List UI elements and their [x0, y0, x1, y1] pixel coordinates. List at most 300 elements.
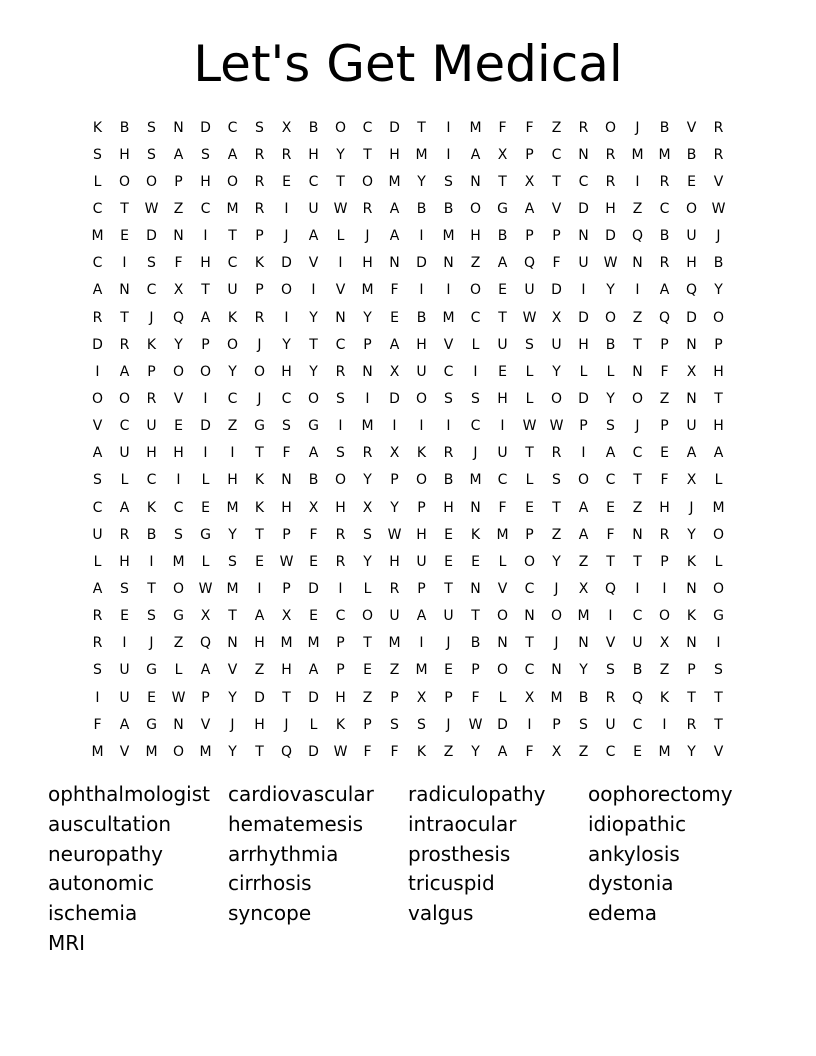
grid-letter: B	[497, 228, 508, 245]
word-list-item: ankylosis	[588, 841, 680, 866]
grid-letter: R	[335, 526, 346, 543]
grid-letter: M	[199, 743, 212, 760]
grid-row	[84, 358, 734, 385]
grid-letter: V	[443, 336, 454, 353]
grid-letter: O	[550, 608, 563, 625]
grid-letter: P	[390, 689, 399, 706]
grid-letter: C	[551, 146, 562, 163]
grid-letter: A	[308, 445, 319, 462]
grid-letter: A	[416, 608, 427, 625]
grid-letter: I	[635, 173, 640, 190]
grid-letter: O	[253, 363, 266, 380]
grid-letter: K	[659, 689, 670, 706]
grid-letter: L	[498, 689, 507, 706]
grid-letter: M	[307, 635, 320, 652]
grid-letter: M	[658, 743, 671, 760]
grid-row	[84, 575, 734, 602]
grid-letter: C	[92, 255, 103, 272]
grid-letter: E	[525, 499, 534, 516]
grid-letter: I	[203, 445, 208, 462]
grid-letter: M	[91, 228, 104, 245]
grid-row	[84, 223, 734, 250]
grid-letter: A	[119, 499, 130, 516]
grid-letter: R	[92, 635, 103, 652]
grid-letter: V	[335, 282, 346, 299]
grid-letter: I	[365, 390, 370, 407]
grid-letter: W	[171, 689, 186, 706]
grid-letter: Y	[417, 173, 426, 190]
grid-letter: O	[469, 200, 482, 217]
grid-letter: E	[606, 499, 615, 516]
grid-letter: I	[581, 282, 586, 299]
grid-letter: W	[522, 418, 537, 435]
grid-letter: T	[255, 445, 264, 462]
grid-letter: S	[714, 662, 723, 679]
grid-letter: R	[254, 146, 265, 163]
grid-letter: J	[446, 635, 451, 652]
grid-letter: M	[226, 580, 239, 597]
grid-letter: U	[497, 445, 508, 462]
grid-letter: H	[173, 445, 184, 462]
word-list-item: intraocular	[408, 811, 517, 836]
grid-letter: P	[255, 228, 264, 245]
grid-letter: C	[578, 173, 589, 190]
grid-letter: O	[361, 608, 374, 625]
grid-letter: E	[120, 228, 129, 245]
grid-letter: O	[469, 282, 482, 299]
grid-letter: R	[92, 309, 103, 326]
grid-letter: H	[389, 553, 400, 570]
grid-letter: Z	[659, 390, 670, 407]
grid-letter: D	[416, 255, 427, 272]
grid-letter: S	[147, 119, 156, 136]
grid-letter: A	[92, 445, 103, 462]
grid-row	[84, 684, 734, 711]
grid-letter: B	[443, 200, 454, 217]
grid-letter: O	[415, 390, 428, 407]
grid-letter: Y	[363, 309, 372, 326]
grid-letter: I	[257, 580, 262, 597]
grid-letter: I	[581, 445, 586, 462]
grid-letter: M	[577, 608, 590, 625]
grid-letter: O	[172, 363, 185, 380]
grid-letter: L	[309, 716, 318, 733]
grid-letter: R	[713, 146, 724, 163]
grid-letter: X	[524, 173, 535, 190]
grid-letter: Y	[714, 282, 723, 299]
grid-letter: E	[174, 418, 183, 435]
grid-letter: O	[631, 390, 644, 407]
grid-letter: U	[119, 662, 130, 679]
grid-letter: R	[605, 146, 616, 163]
grid-letter: B	[146, 526, 157, 543]
grid-letter: K	[335, 716, 346, 733]
grid-letter: A	[497, 743, 508, 760]
word-list-item: edema	[588, 901, 658, 926]
grid-letter: C	[146, 282, 157, 299]
grid-letter: A	[200, 662, 211, 679]
grid-letter: V	[686, 119, 697, 136]
grid-letter: P	[417, 580, 426, 597]
grid-letter: S	[93, 472, 102, 489]
grid-letter: Y	[687, 743, 696, 760]
grid-letter: H	[497, 390, 508, 407]
grid-letter: H	[335, 499, 346, 516]
grid-letter: W	[468, 716, 483, 733]
grid-letter: D	[308, 743, 319, 760]
grid-letter: W	[711, 200, 726, 217]
grid-letter: O	[172, 580, 185, 597]
grid-letter: C	[632, 608, 643, 625]
grid-letter: I	[419, 418, 424, 435]
word-list-item: tricuspid	[408, 871, 495, 896]
grid-letter: I	[284, 200, 289, 217]
grid-letter: P	[552, 716, 561, 733]
grid-letter: A	[119, 363, 130, 380]
grid-letter: A	[200, 309, 211, 326]
grid-letter: L	[714, 553, 723, 570]
grid-letter: M	[361, 418, 374, 435]
grid-letter: S	[147, 608, 156, 625]
grid-letter: E	[498, 363, 507, 380]
grid-letter: Z	[173, 635, 184, 652]
grid-letter: Z	[659, 662, 670, 679]
grid-letter: Y	[471, 743, 480, 760]
grid-letter: H	[308, 146, 319, 163]
grid-letter: W	[279, 553, 294, 570]
grid-letter: H	[227, 472, 238, 489]
grid-letter: T	[633, 472, 642, 489]
grid-letter: T	[255, 526, 264, 543]
grid-letter: Z	[470, 255, 481, 272]
grid-letter: E	[120, 608, 129, 625]
grid-letter: W	[522, 309, 537, 326]
grid-letter: N	[578, 146, 589, 163]
grid-letter: H	[362, 255, 373, 272]
grid-letter: R	[686, 716, 697, 733]
grid-row	[84, 277, 734, 304]
word-list-item: cardiovascular	[228, 782, 374, 806]
grid-letter: C	[308, 173, 319, 190]
grid-row	[84, 331, 734, 358]
grid-letter: D	[578, 200, 589, 217]
grid-letter: X	[389, 363, 400, 380]
grid-letter: C	[524, 580, 535, 597]
grid-letter: I	[338, 580, 343, 597]
grid-row	[84, 738, 734, 765]
grid-letter: I	[419, 282, 424, 299]
grid-letter: Y	[228, 743, 237, 760]
grid-letter: N	[686, 336, 697, 353]
grid-letter: M	[91, 743, 104, 760]
grid-letter: T	[120, 309, 129, 326]
grid-letter: V	[227, 662, 238, 679]
grid-letter: H	[119, 553, 130, 570]
grid-letter: Y	[228, 526, 237, 543]
grid-letter: H	[389, 146, 400, 163]
grid-letter: E	[363, 662, 372, 679]
word-list-item: autonomic	[48, 871, 154, 896]
grid-letter: U	[524, 282, 535, 299]
grid-letter: S	[93, 662, 102, 679]
grid-letter: O	[226, 173, 239, 190]
grid-letter: T	[687, 689, 696, 706]
grid-letter: D	[281, 255, 292, 272]
grid-letter: H	[119, 146, 130, 163]
grid-letter: P	[147, 363, 156, 380]
grid-letter: S	[606, 662, 615, 679]
grid-letter: C	[632, 716, 643, 733]
grid-letter: D	[605, 228, 616, 245]
grid-letter: C	[227, 119, 238, 136]
grid-letter: D	[551, 282, 562, 299]
grid-letter: U	[632, 635, 643, 652]
grid-letter: B	[119, 119, 130, 136]
grid-letter: V	[497, 580, 508, 597]
grid-letter: W	[549, 418, 564, 435]
grid-letter: H	[416, 336, 427, 353]
grid-letter: T	[363, 635, 372, 652]
grid-letter: S	[417, 716, 426, 733]
grid-letter: K	[227, 309, 238, 326]
grid-letter: L	[93, 173, 102, 190]
grid-letter: G	[308, 418, 319, 435]
grid-letter: J	[257, 390, 262, 407]
grid-letter: A	[524, 200, 535, 217]
grid-letter: P	[714, 336, 723, 353]
grid-letter: T	[633, 553, 642, 570]
grid-letter: A	[92, 282, 103, 299]
grid-letter: U	[578, 255, 589, 272]
grid-letter: E	[309, 608, 318, 625]
grid-letter: B	[443, 472, 454, 489]
grid-letter: J	[689, 499, 694, 516]
word-list-item: neuropathy	[48, 841, 163, 866]
grid-letter: A	[173, 146, 184, 163]
grid-letter: X	[497, 146, 508, 163]
grid-letter: V	[173, 390, 184, 407]
grid-letter: U	[146, 418, 157, 435]
grid-letter: D	[92, 336, 103, 353]
grid-letter: L	[525, 363, 534, 380]
grid-letter: H	[281, 363, 292, 380]
grid-letter: C	[470, 309, 481, 326]
grid-letter: P	[174, 173, 183, 190]
grid-letter: Z	[389, 662, 400, 679]
grid-letter: I	[95, 363, 100, 380]
grid-letter: M	[469, 119, 482, 136]
grid-letter: N	[227, 635, 238, 652]
grid-letter: I	[527, 716, 532, 733]
grid-letter: I	[230, 445, 235, 462]
grid-row	[84, 114, 734, 141]
grid-letter: L	[174, 662, 183, 679]
grid-row	[84, 467, 734, 494]
grid-letter: M	[415, 146, 428, 163]
grid-letter: D	[200, 418, 211, 435]
grid-letter: O	[712, 526, 725, 543]
grid-letter: R	[146, 390, 157, 407]
grid-letter: X	[173, 282, 184, 299]
grid-letter: N	[470, 580, 481, 597]
grid-letter: S	[336, 445, 345, 462]
grid-letter: Z	[551, 526, 562, 543]
grid-letter: H	[200, 173, 211, 190]
grid-letter: H	[281, 662, 292, 679]
grid-letter: I	[446, 418, 451, 435]
grid-letter: E	[255, 553, 264, 570]
grid-letter: L	[336, 228, 345, 245]
grid-letter: R	[119, 336, 130, 353]
grid-letter: Y	[174, 336, 183, 353]
grid-letter: O	[145, 173, 158, 190]
grid-letter: T	[417, 119, 426, 136]
grid-letter: E	[282, 173, 291, 190]
grid-letter: N	[632, 526, 643, 543]
grid-letter: R	[551, 445, 562, 462]
grid-letter: F	[471, 689, 480, 706]
grid-letter: S	[282, 418, 291, 435]
grid-letter: I	[419, 228, 424, 245]
grid-letter: S	[606, 418, 615, 435]
grid-letter: O	[91, 390, 104, 407]
grid-letter: H	[713, 418, 724, 435]
grid-letter: C	[335, 336, 346, 353]
grid-letter: X	[281, 119, 292, 136]
grid-letter: X	[200, 608, 211, 625]
grid-letter: C	[497, 472, 508, 489]
grid-letter: B	[632, 662, 643, 679]
grid-letter: J	[554, 580, 559, 597]
grid-letter: B	[578, 689, 589, 706]
grid-letter: Y	[606, 390, 615, 407]
grid-letter: M	[658, 146, 671, 163]
grid-letter: R	[659, 526, 670, 543]
grid-letter: P	[363, 716, 372, 733]
grid-letter: L	[606, 363, 615, 380]
grid-letter: C	[362, 119, 373, 136]
grid-letter: Y	[282, 336, 291, 353]
grid-letter: I	[149, 553, 154, 570]
grid-letter: I	[446, 146, 451, 163]
grid-letter: H	[443, 499, 454, 516]
grid-letter: X	[578, 580, 589, 597]
grid-letter: Q	[631, 228, 644, 245]
grid-row	[84, 413, 734, 440]
grid-letter: O	[577, 472, 590, 489]
grid-letter: T	[228, 608, 237, 625]
grid-letter: N	[173, 228, 184, 245]
grid-letter: J	[554, 635, 559, 652]
grid-letter: T	[552, 173, 561, 190]
grid-letter: S	[579, 716, 588, 733]
grid-letter: B	[605, 336, 616, 353]
grid-letter: F	[309, 526, 318, 543]
grid-letter: T	[282, 689, 291, 706]
grid-letter: V	[713, 743, 724, 760]
grid-letter: Y	[363, 553, 372, 570]
grid-letter: H	[578, 336, 589, 353]
grid-letter: E	[444, 553, 453, 570]
grid-letter: F	[660, 472, 669, 489]
grid-letter: X	[524, 689, 535, 706]
grid-letter: R	[389, 580, 400, 597]
grid-letter: H	[605, 200, 616, 217]
grid-letter: Z	[632, 309, 643, 326]
grid-letter: T	[147, 580, 156, 597]
grid-letter: P	[282, 580, 291, 597]
grid-letter: K	[146, 499, 157, 516]
grid-letter: K	[416, 743, 427, 760]
grid-letter: O	[658, 608, 671, 625]
grid-letter: P	[201, 336, 210, 353]
grid-letter: N	[119, 282, 130, 299]
grid-letter: U	[416, 363, 427, 380]
grid-letter: E	[687, 173, 696, 190]
grid-letter: M	[712, 499, 725, 516]
grid-letter: E	[444, 526, 453, 543]
grid-letter: U	[308, 200, 319, 217]
grid-letter: Z	[632, 499, 643, 516]
grid-letter: F	[390, 282, 399, 299]
grid-letter: T	[201, 282, 210, 299]
word-list-item: hematemesis	[228, 811, 364, 836]
grid-letter: N	[173, 119, 184, 136]
word-list-item: radiculopathy	[408, 782, 546, 806]
grid-letter: P	[336, 662, 345, 679]
grid-letter: G	[713, 608, 724, 625]
grid-letter: O	[307, 390, 320, 407]
grid-letter: D	[578, 309, 589, 326]
grid-letter: K	[686, 608, 697, 625]
grid-letter: M	[280, 635, 293, 652]
grid-letter: C	[200, 200, 211, 217]
grid-letter: R	[605, 173, 616, 190]
grid-letter: D	[497, 716, 508, 733]
grid-letter: M	[550, 689, 563, 706]
grid-letter: Q	[172, 309, 185, 326]
grid-letter: A	[578, 526, 589, 543]
grid-letter: H	[470, 228, 481, 245]
grid-letter: A	[92, 580, 103, 597]
grid-letter: J	[149, 309, 154, 326]
grid-letter: D	[308, 689, 319, 706]
grid-letter: P	[363, 336, 372, 353]
grid-letter: X	[308, 499, 319, 516]
grid-letter: X	[686, 363, 697, 380]
grid-letter: R	[281, 146, 292, 163]
grid-letter: F	[363, 743, 372, 760]
grid-letter: N	[551, 662, 562, 679]
grid-letter: A	[686, 445, 697, 462]
grid-letter: Z	[173, 200, 184, 217]
grid-letter: S	[525, 336, 534, 353]
grid-letter: N	[362, 363, 373, 380]
grid-letter: U	[686, 418, 697, 435]
grid-letter: L	[525, 390, 534, 407]
grid-letter: K	[254, 255, 265, 272]
grid-letter: I	[284, 309, 289, 326]
grid-letter: H	[335, 689, 346, 706]
grid-letter: B	[470, 635, 481, 652]
grid-letter: G	[146, 716, 157, 733]
grid-letter: K	[686, 553, 697, 570]
grid-letter: T	[471, 608, 480, 625]
grid-letter: I	[446, 119, 451, 136]
grid-letter: M	[388, 635, 401, 652]
grid-letter: R	[335, 553, 346, 570]
grid-letter: G	[146, 662, 157, 679]
